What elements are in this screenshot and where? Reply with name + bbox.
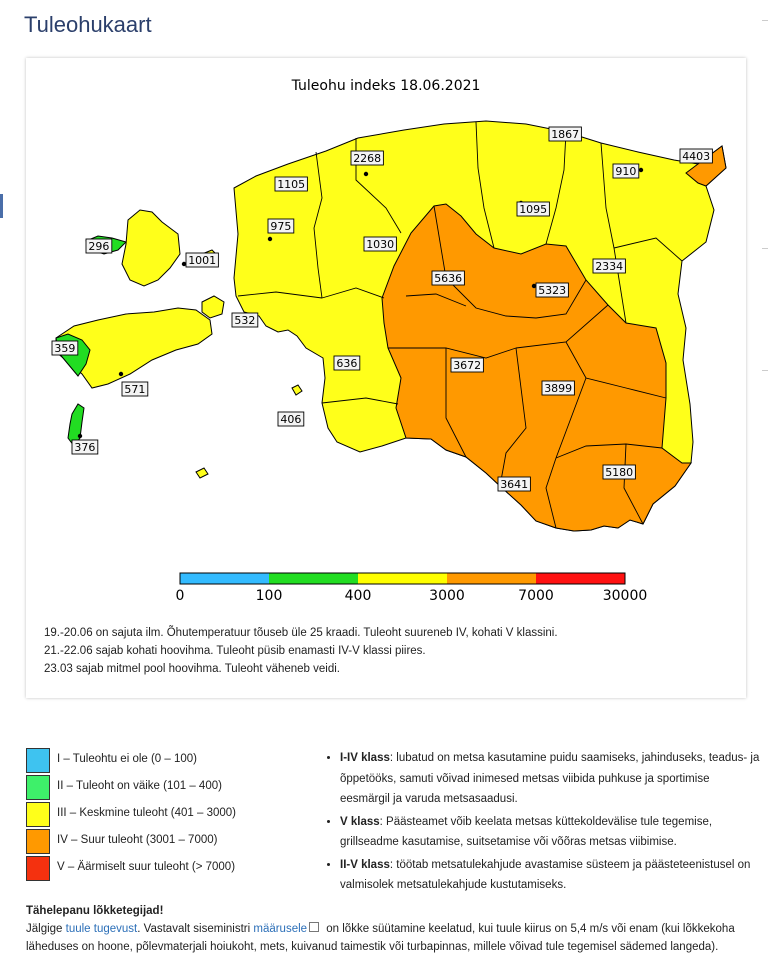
colorbar-tick: 7000 [518, 588, 554, 604]
legend-swatch [26, 775, 50, 800]
station-marker [532, 284, 536, 288]
station-value: 1001 [188, 254, 217, 267]
station-value: 975 [270, 220, 292, 233]
rule-text: : lubatud on metsa kasutamine puidu saamiseks, jahinduseks, teadus- ja õppetööks, samuti võivad inimesed metsas viibida puhkuse ja sportimise eesmärgil ja varuda metsasaadusi. [340, 752, 760, 805]
legend-label: V – Äärmiselt suur tuleoht (> 7000) [57, 861, 236, 873]
legend-swatch [26, 856, 50, 881]
station-value: 910 [615, 165, 637, 178]
ruhnu-island [196, 468, 208, 478]
station-valga [498, 477, 530, 491]
page-title: Tuleohukaart [24, 12, 152, 37]
station-jogeva [532, 283, 569, 297]
regulation-link[interactable]: määrusele [253, 923, 308, 935]
rule-class: V klass [340, 815, 380, 828]
forecast-line: 21.-22.06 sajab kohati hoovihma. Tuleoht püsib enamasti IV-V klassi piires. [44, 645, 426, 657]
station-harku [275, 177, 307, 191]
colorbar-tick: 0 [175, 588, 185, 604]
station-kunda [549, 127, 581, 141]
rule-item [340, 748, 760, 810]
station-value: 3641 [500, 478, 529, 491]
station-value: 5636 [434, 272, 463, 285]
muhu-island [202, 296, 224, 318]
map-card [26, 58, 746, 698]
notice-heading: Tähelepanu lõkketegijad! [26, 905, 164, 917]
station-marker [364, 172, 368, 176]
colorbar-segment-1 [180, 573, 269, 584]
station-tuuri [432, 271, 464, 285]
station-tiirikoja [593, 259, 625, 273]
hiiumaa-island [122, 210, 180, 286]
legend-label: III – Keskmine tuleoht (401 – 3000) [57, 807, 236, 819]
colorbar-tick: 400 [344, 588, 372, 604]
station-marker [78, 434, 82, 438]
station-kihnu [278, 412, 304, 426]
right-edge-divider [762, 370, 768, 371]
station-value: 4403 [682, 150, 711, 163]
station-hiiumaa-w [86, 239, 112, 253]
station-value: 532 [234, 314, 256, 327]
external-link-icon [309, 922, 319, 932]
station-value: 3672 [453, 359, 482, 372]
class-rules-list [326, 748, 760, 898]
left-edge-tab [0, 194, 3, 218]
rule-class: II-V klass [340, 858, 390, 871]
colorbar [176, 573, 648, 604]
station-value: 406 [280, 413, 302, 426]
kihnu-island [292, 385, 302, 395]
forecast-text [44, 624, 558, 678]
station-lihula [232, 313, 258, 327]
colorbar-segment-4 [447, 573, 536, 584]
legend-swatch [26, 802, 50, 827]
station-value: 2334 [595, 260, 624, 273]
colorbar-tick: 100 [255, 588, 283, 604]
station-marker [639, 168, 643, 172]
station-voru [603, 465, 635, 479]
legend-label: I – Tuleohtu ei ole (0 – 100) [57, 753, 198, 765]
station-value: 296 [88, 240, 110, 253]
notice-text: . Vastavalt siseministri [137, 923, 254, 935]
colorbar-segment-5 [536, 573, 625, 584]
legend-swatch [26, 829, 50, 854]
notice-text: on lõkke süütamine keelatud, kui tuule kiirus on 5,4 m/s või enam (kui lõkkekoha läheduses on hoone, põlevmaterjali hoiukoht, mets, kuivanud taimestik või turbapinnas, millele võivad tule tegemisel sädemed langeda). [26, 923, 735, 953]
station-tartu [542, 381, 574, 395]
rule-text: : Päästeamet võib keelata metsas küttekoldevälise tule tegemise, grillseadme kasutamise, suitsetamise või võõras metsas viibimise. [340, 815, 713, 848]
rule-text: : töötab metsatulekahjude avastamise süsteem ja päästeteenistusel on valmisolek metsatulekahjude kustutamiseks. [340, 858, 751, 891]
station-marker [119, 372, 123, 376]
station-value: 359 [54, 342, 76, 355]
station-value: 2268 [353, 152, 382, 165]
station-value: 1867 [551, 128, 580, 141]
station-value: 1030 [366, 238, 395, 251]
legend-label: II – Tuleoht on väike (101 – 400) [57, 780, 222, 792]
station-marker [268, 237, 272, 241]
station-parnu [334, 356, 360, 370]
colorbar-segment-3 [358, 573, 447, 584]
station-marker [182, 262, 186, 266]
station-kuusiku [364, 237, 397, 251]
colorbar-tick: 3000 [429, 588, 465, 604]
forecast-line: 19.-20.06 on sajuta ilm. Õhutemperatuur tõuseb üle 25 kraadi. Tuleoht suureneb IV, kohati V klassini. [44, 627, 558, 639]
rule-item [340, 812, 760, 853]
station-value: 376 [74, 441, 96, 454]
right-edge-divider [762, 20, 768, 21]
station-rakvere [517, 201, 549, 216]
forecast-line: 23.03 sajab mitmel pool hoovihma. Tuleoht väheneb veidi. [44, 663, 340, 675]
station-viljandi [451, 358, 483, 372]
right-edge-divider [762, 248, 768, 249]
rule-class: I-IV klass [340, 752, 390, 764]
station-value: 1095 [519, 203, 548, 216]
station-value: 1105 [277, 178, 306, 191]
station-value: 5180 [605, 466, 634, 479]
map-title: Tuleohu indeks 18.06.2021 [291, 78, 481, 94]
rule-item [340, 855, 760, 896]
campfire-notice [26, 902, 742, 956]
station-value: 3899 [544, 382, 573, 395]
colorbar-tick: 30000 [602, 588, 648, 604]
legend-swatch [26, 748, 50, 773]
station-value: 571 [124, 383, 146, 396]
station-value: 636 [336, 357, 358, 370]
legend-label: IV – Suur tuleoht (3001 – 7000) [57, 834, 218, 846]
notice-text: Jälgige [26, 923, 66, 935]
station-johvi [613, 164, 643, 178]
station-value: 5323 [538, 284, 567, 297]
colorbar-segment-2 [269, 573, 358, 584]
wind-speed-link[interactable]: tuule tugevust [65, 923, 138, 935]
station-narva [680, 149, 712, 163]
station-vilsandi [52, 341, 78, 355]
fire-index-map [26, 58, 746, 618]
notice-body [26, 920, 742, 956]
station-haapsalu [182, 253, 219, 267]
